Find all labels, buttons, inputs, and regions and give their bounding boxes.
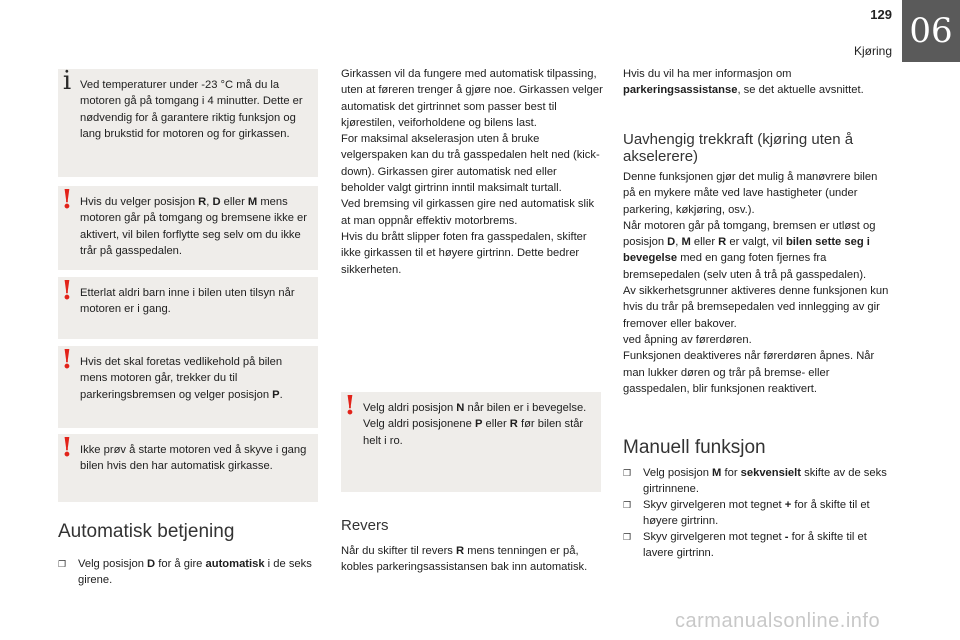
warning-icon: !: [344, 391, 356, 421]
parking-assist-intro: Hvis du vil ha mer informasjon om parkeringsassistanse, se det aktuelle avsnittet.: [623, 68, 864, 97]
paragraph: Når motoren går på tomgang, bremsen er utløst og posisjon D, M eller R er valgt, vil bilen sette seg i bevegelse med en gang foten fjernes fra bremsepedalen (selv uten å trå på gasspedalen).: [623, 219, 876, 281]
trekkraft-text: [623, 169, 891, 397]
page-number: 129: [870, 7, 892, 22]
paragraph: Av sikkerhetsgrunner aktiveres denne funksjonen kun hvis du trår på bremsepedalen ved innlegging av gir fremover eller bakover.: [623, 285, 889, 330]
bullet-arrow-icon: ❒: [623, 532, 632, 542]
bullet-manuell-2: ❒ Skyv girvelgeren mot tegnet + for å skifte til et høyere girtrinn.: [623, 499, 870, 528]
note-push-start: [58, 434, 318, 502]
warning-icon: !: [61, 276, 73, 306]
watermark: carmanualsonline.info: [675, 610, 881, 632]
note-push-start-text: Ikke prøv å starte motoren ved å skyve i gang bilen hvis den har automatisk girkasse.: [80, 444, 307, 473]
note-temperature: [58, 66, 318, 177]
note-children: [58, 277, 318, 339]
revers-text: Når du skifter til revers R mens tenningen er på, kobles parkeringsassistansen bak inn automatisk.: [341, 545, 588, 574]
bullet-automatisk: ❒ Velg posisjon D for å gire automatisk i de seks girene.: [58, 558, 312, 587]
section-title-trekkraft: Uavhengig trekkraft (kjøring uten å akselerere): [623, 131, 854, 165]
automatic-description: [341, 66, 603, 278]
paragraph: Hvis du brått slipper foten fra gasspedalen, skifter ikke girkassen til et høyere girtrinn. Dette bedrer sikkerheten.: [341, 230, 587, 276]
bullet-manuell-3: ❒ Skyv girvelgeren mot tegnet - for å skifte til et lavere girtrinn.: [623, 531, 867, 560]
paragraph: Denne funksjonen gjør det mulig å manøvrere bilen på en mykere måte ved lave hastigheter (under parkering, køkjøring, osv.).: [623, 171, 878, 216]
chapter-name: Kjøring: [853, 44, 892, 58]
bullet-arrow-icon: ❒: [623, 500, 632, 510]
note-neutral-text: [363, 400, 595, 449]
note-maintenance-text: Hvis det skal foretas vedlikehold på bilen mens motoren går, trekker du til parkeringsbremsen og velger posisjon P.: [80, 356, 283, 401]
note-temperature-text: Ved temperaturer under -23 °C må du la motoren gå på tomgang i 4 minutter. Dette er nødvendig for å garantere riktig funksjon og lang brukstid for motoren og for girkassen.: [80, 79, 303, 140]
warning-icon: !: [61, 433, 73, 463]
section-title-automatisk: Automatisk betjening: [58, 521, 235, 542]
paragraph: Ved bremsing vil girkassen gire ned automatisk slik at man oppnår effektiv motorbrems.: [341, 198, 595, 227]
note-position: [58, 186, 318, 270]
paragraph: Girkassen vil da fungere med automatisk tilpassing, uten at føreren trenger å gjøre noe. Girkassen velger automatisk det girtrinnet som passer best til kjørestilen, veiforholdene og bilens last.: [341, 68, 603, 129]
note-position-text: Hvis du velger posisjon R, D eller M mens motoren går på tomgang og bremsene ikke er aktivert, vil bilen forflytte seg selv om du ikke trår på gasspedalen.: [80, 196, 307, 257]
section-title-revers: Revers: [341, 517, 389, 534]
paragraph: ved åpning av førerdøren.: [623, 333, 752, 346]
info-icon: i: [62, 66, 72, 96]
bullet-manuell-1: ❒ Velg posisjon M for sekvensielt skifte av de seks girtrinnene.: [623, 467, 887, 496]
paragraph: Funksjonen deaktiveres når førerdøren åpnes. Når man lukker døren og trår på bremse- eller gasspedalen, blir funksjonen reaktivert.: [623, 350, 875, 395]
note-neutral-line2: Velg aldri posisjonene P eller R før bilen står helt i ro.: [363, 418, 584, 447]
warning-icon: !: [61, 185, 73, 215]
note-neutral-line1: Velg aldri posisjon N når bilen er i bevegelse.: [363, 402, 587, 414]
bullet-arrow-icon: ❒: [623, 468, 632, 478]
note-maintenance: [58, 346, 318, 428]
note-children-text: Etterlat aldri barn inne i bilen uten tilsyn når motoren er i gang.: [80, 287, 295, 316]
warning-icon: !: [61, 345, 73, 375]
note-neutral: [341, 392, 601, 492]
bullet-arrow-icon: ❒: [58, 559, 67, 569]
paragraph: For maksimal akselerasjon uten å bruke velgerspaken kan du trå gasspedalen helt ned (kick-down). Girkassen girer automatisk ned eller beholder valgt girtrinn inntil maksimalt turtall.: [341, 133, 600, 195]
chapter-tab: 06: [902, 0, 960, 62]
section-title-manuell: Manuell funksjon: [623, 437, 766, 458]
